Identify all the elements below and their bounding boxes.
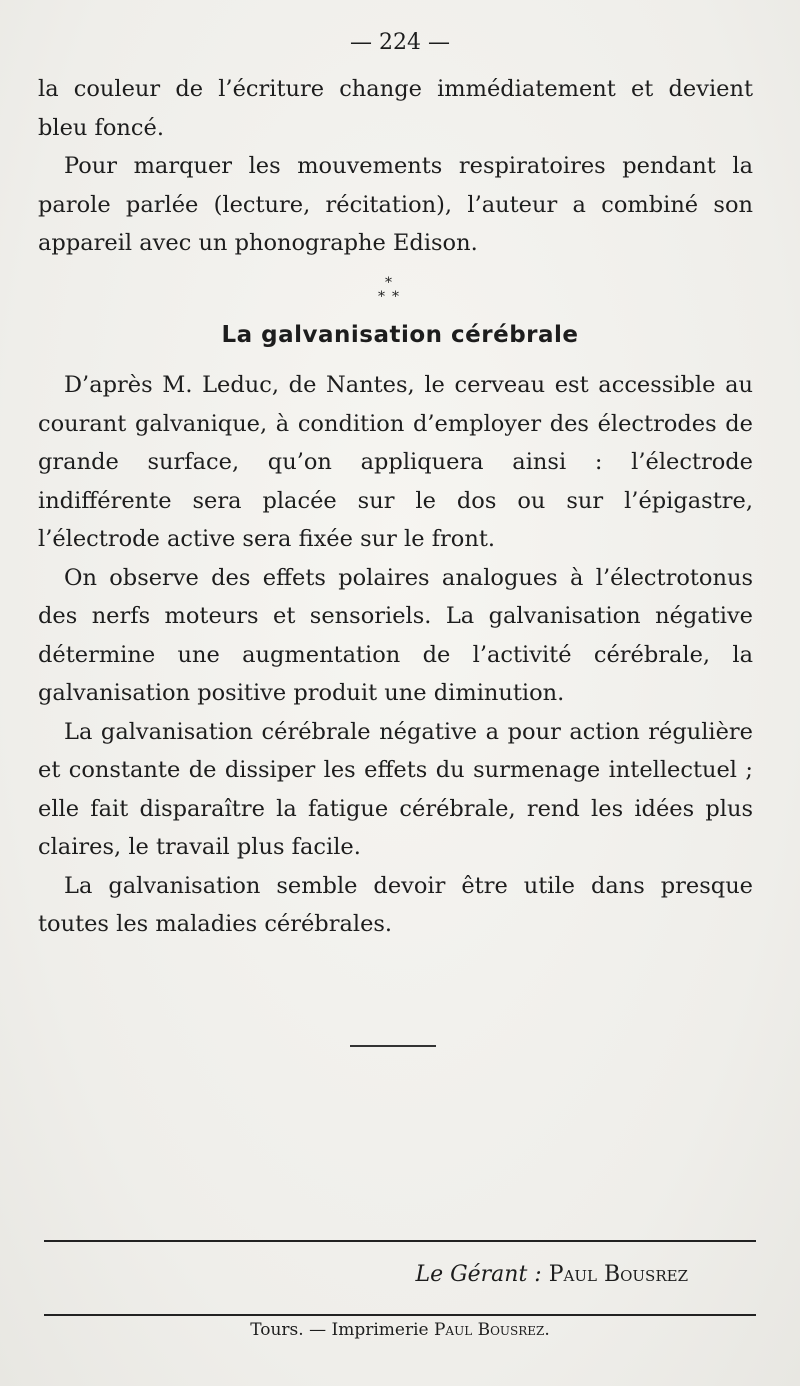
page-number: — 224 — (350, 30, 450, 55)
paragraph: la couleur de l’écriture change immédiatement et devient bleu foncé. (38, 76, 753, 141)
signature-name: Paul Bousrez (548, 1262, 688, 1287)
printer-imprint (0, 1320, 800, 1340)
asterism (372, 276, 412, 312)
top-text-block (38, 70, 753, 263)
asterism-star: * (378, 289, 385, 305)
asterism-star: * (392, 289, 399, 305)
signature-role: Le Gérant : (415, 1262, 542, 1287)
printer-label: Imprimerie (331, 1320, 429, 1340)
section-text-block (38, 366, 753, 944)
printer-city: Tours. (250, 1320, 304, 1340)
footer-rule-top (44, 1240, 756, 1242)
printer-dash: — (309, 1320, 327, 1340)
paragraph: La galvanisation semble devoir être utile dans presque toutes les maladies cérébrales. (38, 872, 753, 937)
signature (415, 1262, 688, 1287)
paragraph: D’après M. Leduc, de Nantes, le cerveau est accessible au courant galvanique, à condition d’employer des électrodes de grande surface, qu’on appliquera ainsi : l’électrode indifférente sera placée sur le dos ou sur l’épigastre, l’électrode active sera fixée sur le front. (38, 372, 753, 552)
paragraph: Pour marquer les mouvements respiratoires pendant la parole parlée (lecture, récitation), l’auteur a combiné son appareil avec un phonographe Edison. (38, 153, 753, 256)
footer-rule-bottom (44, 1314, 756, 1316)
section-end-rule (350, 1045, 436, 1047)
asterism-star: * (385, 275, 392, 291)
paragraph: On observe des effets polaires analogues à l’électrotonus des nerfs moteurs et sensoriels. La galvanisation négative détermine une augmentation de l’activité cérébrale, la galvanisation positive produit une diminution. (38, 564, 753, 706)
paragraph: La galvanisation cérébrale négative a pour action régulière et constante de dissiper les effets du surmenage intellectuel ; elle fait disparaître la fatigue cérébrale, rend les idées plus claires, le travail plus facile. (38, 718, 753, 860)
printer-name: Paul Bousrez. (433, 1320, 550, 1340)
section-title: La galvanisation cérébrale (221, 322, 579, 348)
